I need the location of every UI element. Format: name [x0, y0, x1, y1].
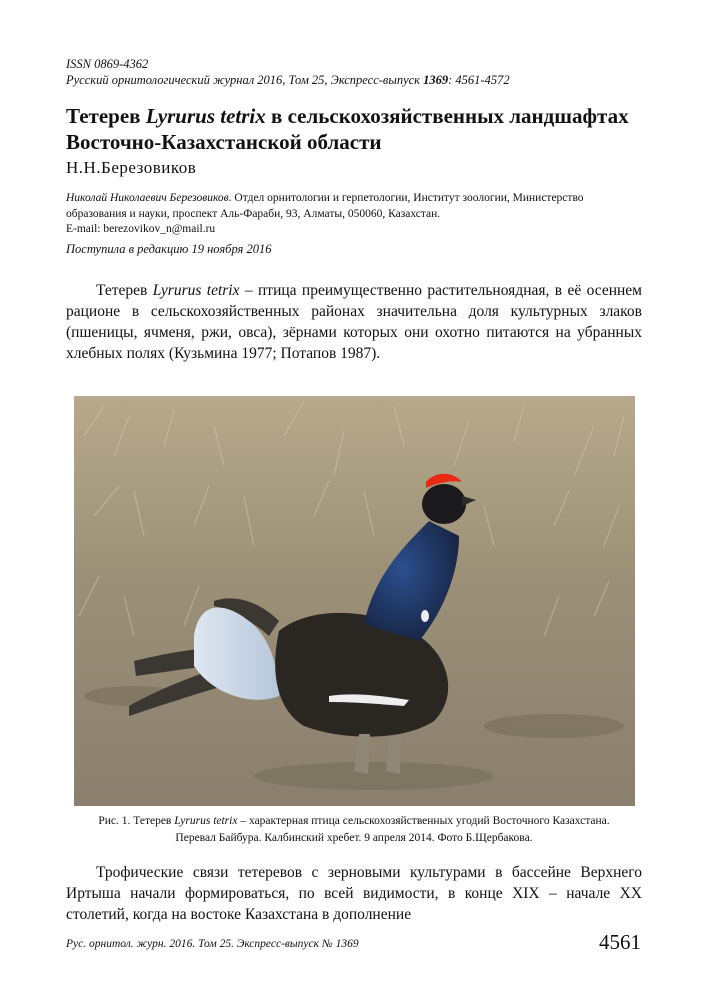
paragraph-1: [66, 280, 642, 364]
caption-prefix: Рис. 1. Тетерев: [98, 815, 175, 827]
affiliation-text: . Отдел орнитологии и герпетологии, Институт зоологии, Министерство образования и науки, проспект Аль-Фараби, 93, Алматы, 050060, Казахстан.: [66, 192, 584, 220]
affiliation-name: Николай Николаевич Березовиков: [66, 192, 229, 204]
paragraph-1-rest: – птица преимущественно растительноядная, в её осеннем рационе в сельскохозяйственных районах значительна доля культурных злаков (пшеницы, ячменя, ржи, овса), зёрнами которых они охотно питаются на убранных хлебных полях (Кузьмина 1977; Потапов 1987).: [66, 282, 642, 362]
caption-species: Lyrurus tetrix: [174, 815, 238, 827]
footer-citation-text: Рус. орнитол. журн. 2016. Том 25. Экспресс-выпуск № 1369: [66, 938, 359, 950]
paragraph-2: Трофические связи тетеревов с зерновыми культурами в бассейне Верхнего Иртыша начали формироваться, по всей видимости, в конце XIX – начале XX столетий, когда на востоке Казахстана в дополнение: [66, 864, 642, 923]
author-name: Н.Н.Березовиков: [66, 158, 197, 177]
issn: ISSN 0869-4362: [66, 57, 149, 71]
paragraph-1-species: Lyrurus tetrix: [152, 282, 240, 299]
title-species: Lyrurus tetrix: [145, 104, 266, 128]
title-part1: Тетерев: [66, 104, 146, 128]
footer-citation: [66, 938, 359, 950]
title-part2: в сельскохозяйственных ландшафтах Восточно-Казахстанской области: [66, 104, 629, 154]
paragraph-1-start: Тетерев: [96, 282, 153, 299]
black-grouse-illustration: [74, 396, 635, 806]
affiliation: [66, 191, 646, 238]
page-number: 4561: [599, 930, 641, 954]
article-title: [66, 103, 656, 155]
journal-line-prefix: Русский орнитологический журнал 2016, Том 25, Экспресс-выпуск: [66, 73, 424, 87]
journal-line: [66, 72, 510, 89]
black-grouse-photo: [74, 396, 635, 806]
received-date: Поступила в редакцию 19 ноября 2016: [66, 242, 272, 256]
journal-line-suffix: : 4561-4572: [448, 73, 510, 87]
issue-number: 1369: [423, 73, 449, 87]
caption-line2: Перевал Байбура. Калбинский хребет. 9 апреля 2014. Фото Б.Щербакова.: [175, 832, 533, 844]
author-email: E-mail: berezovikov_n@mail.ru: [66, 223, 216, 235]
figure-caption: [66, 813, 642, 847]
caption-line1-rest: – характерная птица сельскохозяйственных угодий Восточного Казахстана.: [237, 815, 610, 827]
